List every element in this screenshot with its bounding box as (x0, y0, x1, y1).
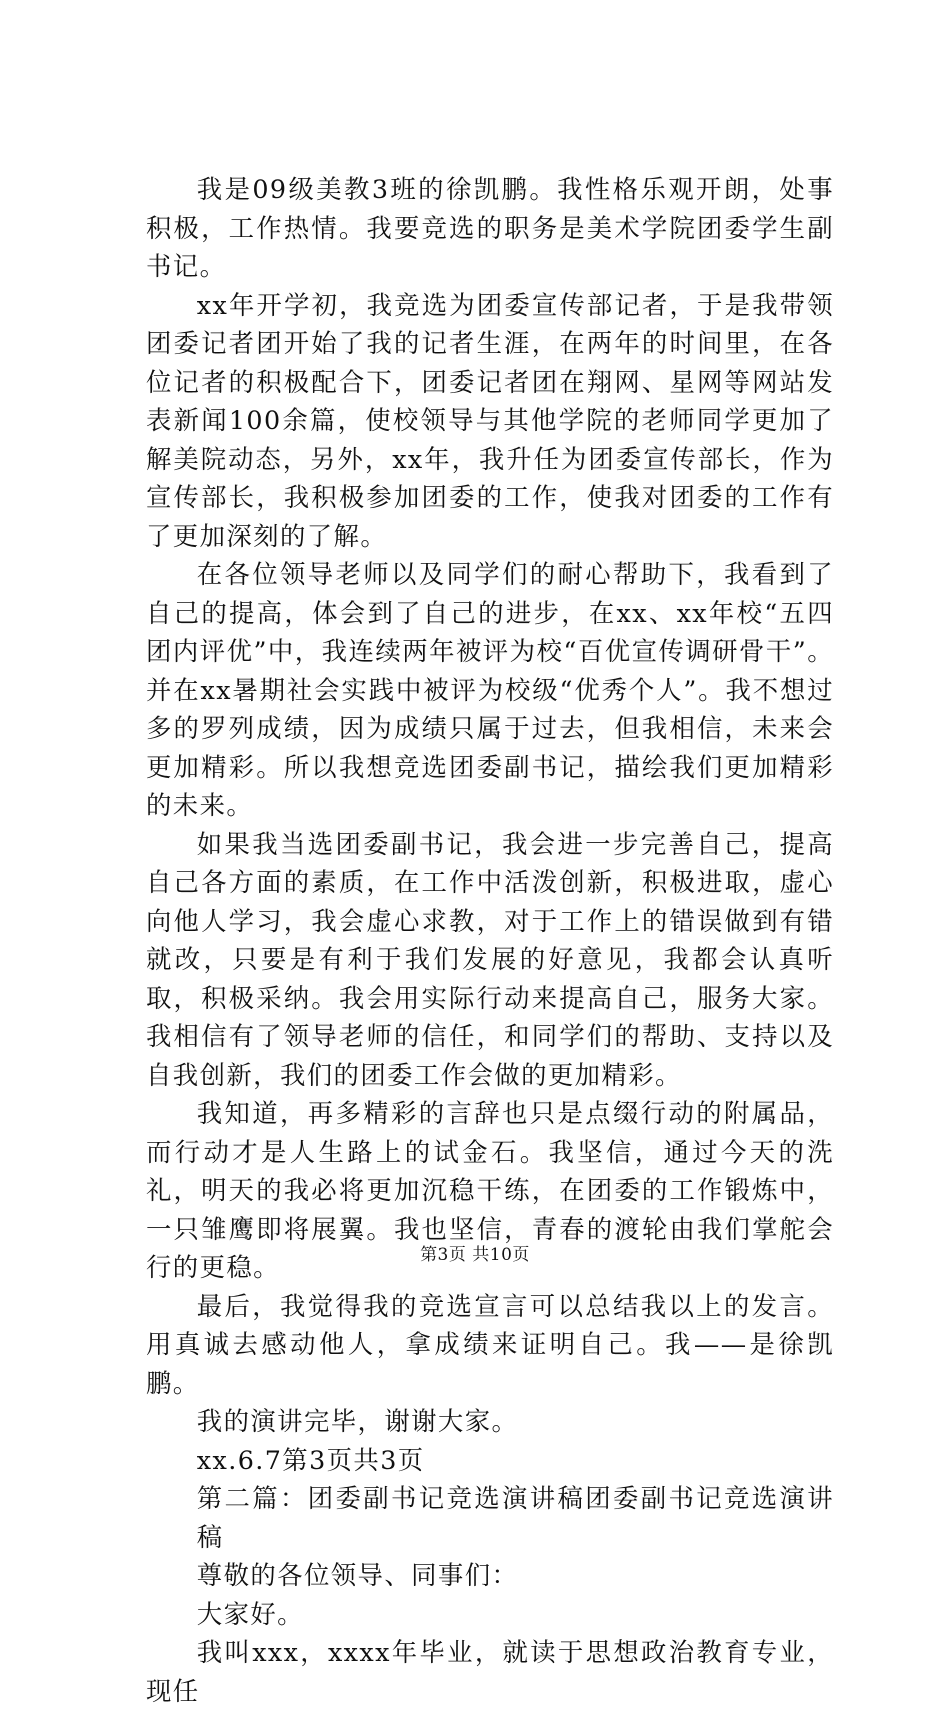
section-title: 第二篇：团委副书记竞选演讲稿团委副书记竞选演讲稿 (196, 1483, 834, 1552)
salutation-line: 尊敬的各位领导、同事们： (196, 1560, 519, 1590)
closing-line: 我的演讲完毕，谢谢大家。 (196, 1406, 519, 1436)
paragraph-conclusion: 最后，我觉得我的竞选宣言可以总结我以上的发言。用真诚去感动他人，拿成绩来证明自己。我——是徐凯鹏。 (146, 1290, 834, 1398)
paragraph-introduction: 我是09级美教3班的徐凯鹏。我性格乐观开朗，处事积极，工作热情。我要竞选的职务是美术学院团委学生副书记。 (146, 174, 834, 281)
paragraph-conviction: 我知道，再多精彩的言辞也只是点缀行动的附属品，而行动才是人生路上的试金石。我坚信，通过今天的洗礼，明天的我必将更加沉稳干练，在团委的工作锻炼中，一只雏鹰即将展翼。我也坚信，青春的渡轮由我们掌舵会行的更稳。 (146, 1098, 834, 1282)
paragraph-reporter-experience: xx年开学初，我竞选为团委宣传部记者，于是我带领团委记者团开始了我的记者生涯，在两年的时间里，在各位记者的积极配合下，团委记者团在翔网、星网等网站发表新闻100余篇，使校领导与其他学院的老师同学更加了解美院动态，另外，xx年，我升任为团委宣传部长，作为宣传部长，我积极参加团委的工作，使我对团委的工作有了更加深刻的了解。 (146, 289, 834, 551)
date-page-line: xx.6.7第3页共3页 (196, 1444, 425, 1475)
paragraph-achievements: 在各位领导老师以及同学们的耐心帮助下，我看到了自己的提高，体会到了自己的进步，在xx、xx年校“五四团内评优”中，我连续两年被评为校“百优宣传调研骨干”。并在xx暑期社会实践中被评为校级“优秀个人”。我不想过多的罗列成绩，因为成绩只属于过去，但我相信，未来会更加精彩。所以我想竞选团委副书记，描绘我们更加精彩的未来。 (146, 559, 834, 820)
paragraph-second-intro: 我叫xxx，xxxx年毕业，就读于思想政治教育专业，现任 (146, 1637, 834, 1706)
paragraph-commitments: 如果我当选团委副书记，我会进一步完善自己，提高自己各方面的素质，在工作中活泼创新，积极进取，虚心向他人学习，我会虚心求教，对于工作上的错误做到有错就改，只要是有利于我们发展的好意见，我都会认真听取，积极采纳。我会用实际行动来提高自己，服务大家。我相信有了领导老师的信任，和同学们的帮助、支持以及自我创新，我们的团委工作会做的更加精彩。 (146, 828, 834, 1090)
page-footer: 第3页 共10页 (420, 1245, 530, 1265)
document-body (146, 170, 834, 1710)
greeting-line: 大家好。 (196, 1598, 304, 1629)
